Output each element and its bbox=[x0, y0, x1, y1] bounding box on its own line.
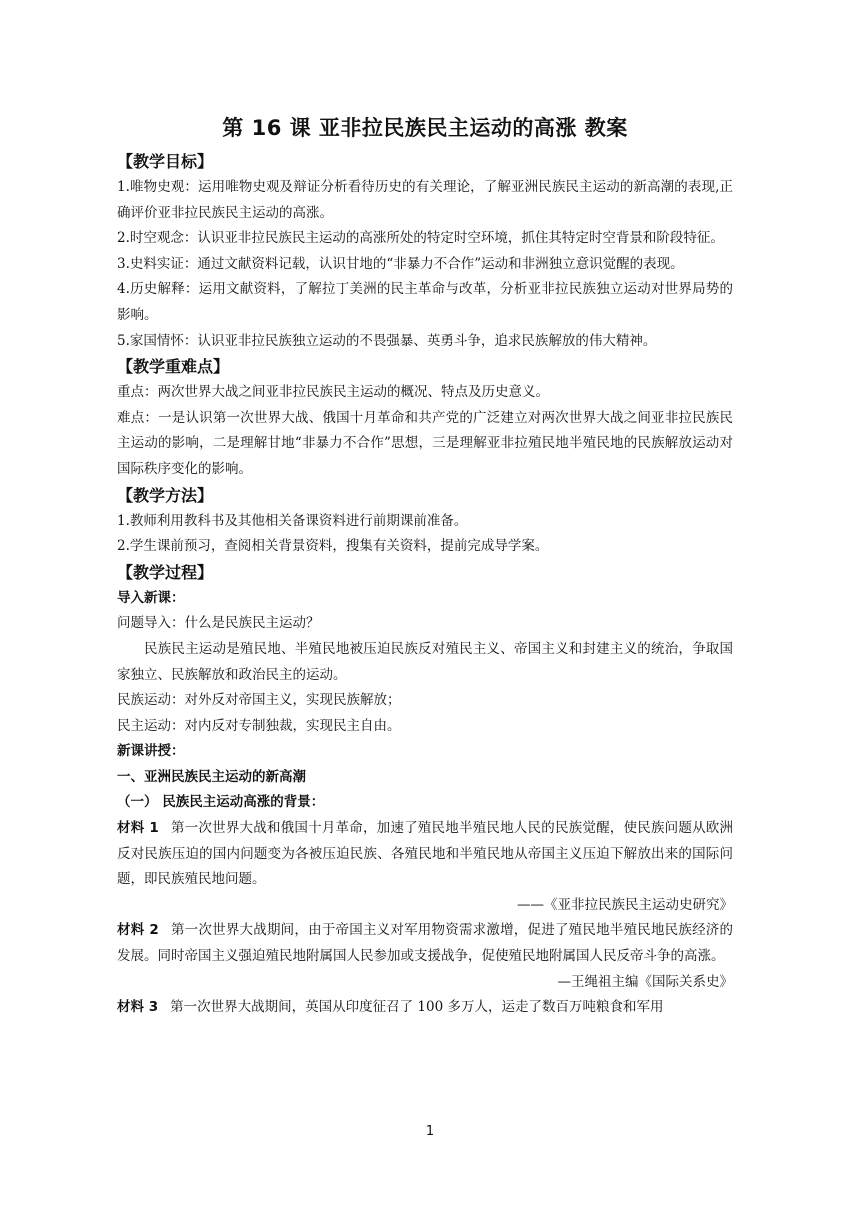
material-block bbox=[117, 918, 733, 969]
material-text: 第一次世界大战和俄国十月革命，加速了殖民地半殖民地人民的民族觉醒，使民族问题从欧洲反对民族压迫的国内问题变为各被压迫民族、各殖民地和半殖民地从帝国主义压迫下解放出来的国际问题，即民族殖民地问题。 bbox=[117, 820, 734, 888]
material-block bbox=[117, 816, 733, 893]
goal-item: 4.历史解释：运用文献资料，了解拉丁美洲的民主革命与改革，分析亚非拉民族独立运动对世界局势的影响。 bbox=[117, 281, 733, 323]
page-number: 1 bbox=[425, 1124, 435, 1139]
goals-heading: 【教学目标】 bbox=[117, 152, 214, 171]
national-movement-text: 民族运动：对外反对帝国主义，实现民族解放； bbox=[117, 692, 401, 709]
method-item: 1.教师利用教科书及其他相关备课资料进行前期课前准备。 bbox=[117, 512, 468, 529]
method-item: 2.学生课前预习，查阅相关背景资料，搜集有关资料，提前完成导学案。 bbox=[117, 538, 549, 555]
material-text: 第一次世界大战期间，英国从印度征召了 100 多万人，运走了数百万吨粮食和军用 bbox=[170, 999, 664, 1016]
material-label: 材料 2 bbox=[117, 922, 159, 939]
material-source: —王绳祖主编《国际关系史》 bbox=[557, 973, 733, 990]
section-heading: 一、亚洲民族民主运动的新高潮 bbox=[117, 768, 306, 785]
difficulty-text: 难点：一是认识第一次世界大战、俄国十月革命和共产党的广泛建立对两次世界大战之间亚非拉民族民主运动的影响，二是理解甘地“非暴力不合作”思想，三是理解亚非拉殖民地半殖民地的民族解放运动对国际秩序变化的影响。 bbox=[117, 409, 733, 477]
intro-label: 导入新课： bbox=[117, 589, 185, 606]
material-label: 材料 3 bbox=[117, 999, 159, 1016]
material-text: 第一次世界大战期间，由于帝国主义对军用物资需求激增，促进了殖民地半殖民地民族经济的发展。同时帝国主义强迫殖民地附属国人民参加或支援战争，促使殖民地附属国人民反帝斗争的高涨。 bbox=[117, 922, 734, 965]
methods-heading: 【教学方法】 bbox=[117, 485, 214, 505]
material-block bbox=[117, 995, 733, 1021]
goal-item: 3.史料实证：通过文献资料记载，认识甘地的“非暴力不合作”运动和非洲独立意识觉醒的表现。 bbox=[117, 255, 684, 272]
goal-item: 1.唯物史观：运用唯物史观及辩证分析看待历史的有关理论，了解亚洲民族民主运动的新高潮的表现,正确评价亚非拉民族民主运动的高涨。 bbox=[117, 179, 733, 221]
intro-question: 问题导入：什么是民族民主运动？ bbox=[117, 615, 320, 632]
goal-item: 5.家国情怀：认识亚非拉民族独立运动的不畏强暴、英勇斗争，追求民族解放的伟大精神。 bbox=[117, 332, 657, 349]
definition-text: 民族民主运动是殖民地、半殖民地被压迫民族反对殖民主义、帝国主义和封建主义的统治，争取国家独立、民族解放和政治民主的运动。 bbox=[117, 640, 733, 683]
keypoints-heading: 【教学重难点】 bbox=[117, 357, 230, 377]
focus-text: 重点：两次世界大战之间亚非拉民族民主运动的概况、特点及历史意义。 bbox=[117, 384, 549, 401]
material-label: 材料 1 bbox=[117, 820, 159, 837]
page-content bbox=[117, 114, 733, 1021]
goal-item: 2.时空观念：认识亚非拉民族民主运动的高涨所处的特定时空环境，抓住其特定时空背景和阶段特征。 bbox=[117, 230, 724, 247]
page-title: 第 16 课 亚非拉民族民主运动的高涨 教案 bbox=[222, 116, 628, 140]
new-lesson-label: 新课讲授： bbox=[117, 743, 185, 760]
process-heading: 【教学过程】 bbox=[117, 562, 214, 582]
material-source: ——《亚非拉民族民主运动史研究》 bbox=[517, 896, 733, 913]
democratic-movement-text: 民主运动：对内反对专制独裁，实现民主自由。 bbox=[117, 717, 401, 734]
subsection-heading: （一） 民族民主运动高涨的背景： bbox=[117, 794, 325, 811]
